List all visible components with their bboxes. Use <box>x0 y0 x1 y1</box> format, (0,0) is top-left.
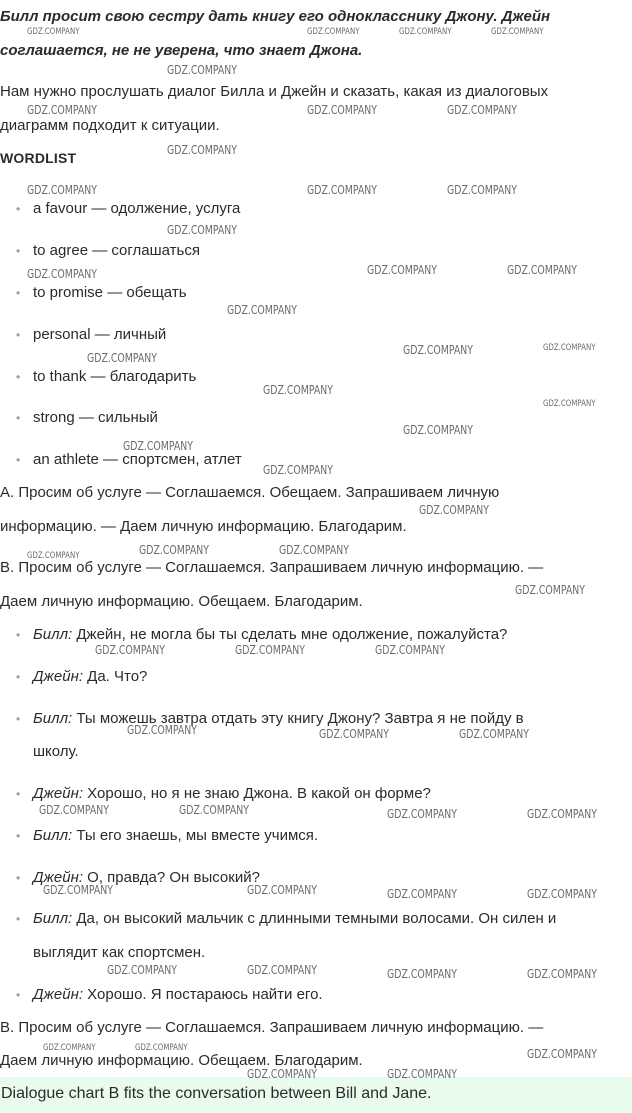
option-a-line-1: А. Просим об услуге — Соглашаемся. Обещаем. Запрашиваем личную <box>0 484 500 501</box>
dialogue-text: Джейн, не могла бы ты сделать мне одолжение, пожалуйста? <box>76 626 508 643</box>
dialogue-line <box>33 702 524 736</box>
watermark: GDZ.COMPANY <box>39 803 110 817</box>
watermark: GDZ.COMPANY <box>515 583 586 597</box>
dialogue-speaker: Джейн: <box>33 785 83 802</box>
watermark: GDZ.COMPANY <box>447 103 518 117</box>
option-b-line-1: В. Просим об услуге — Соглашаемся. Запрашиваем личную информацию. — <box>0 559 544 576</box>
watermark: GDZ.COMPANY <box>527 1047 598 1061</box>
watermark: GDZ.COMPANY <box>447 183 518 197</box>
watermark: GDZ.COMPANY <box>367 263 438 277</box>
watermark: GDZ.COMPANY <box>507 263 578 277</box>
watermark: GDZ.COMPANY <box>543 399 596 409</box>
task-line-2: диаграмм подходит к ситуации. <box>0 117 220 134</box>
dialogue-speaker: Джейн: <box>33 869 83 886</box>
watermark: GDZ.COMPANY <box>27 27 80 37</box>
watermark: GDZ.COMPANY <box>387 887 458 901</box>
watermark: GDZ.COMPANY <box>43 1043 96 1053</box>
watermark: GDZ.COMPANY <box>139 543 210 557</box>
watermark: GDZ.COMPANY <box>235 643 306 657</box>
watermark: GDZ.COMPANY <box>263 383 334 397</box>
watermark: GDZ.COMPANY <box>403 423 474 437</box>
watermark: GDZ.COMPANY <box>167 63 238 77</box>
watermark: GDZ.COMPANY <box>543 343 596 353</box>
watermark: GDZ.COMPANY <box>95 643 166 657</box>
wordlist-item: • to thank — благодарить <box>33 360 196 394</box>
wordlist-item: • to promise — обещать <box>33 276 187 310</box>
watermark: GDZ.COMPANY <box>167 223 238 237</box>
dialogue-speaker: Билл: <box>33 626 73 643</box>
task-line-1: Нам нужно прослушать диалог Билла и Джейн и сказать, какая из диалоговых <box>0 83 549 100</box>
watermark: GDZ.COMPANY <box>387 1067 458 1081</box>
watermark: GDZ.COMPANY <box>227 303 298 317</box>
watermark: GDZ.COMPANY <box>527 967 598 981</box>
intro-line-2: соглашается, не не уверена, что знает Джона. <box>0 42 363 59</box>
dialogue-speaker: Джейн: <box>33 668 83 685</box>
conclusion-line-2: Даем личную информацию. Обещаем. Благодарим. <box>0 1052 363 1069</box>
dialogue-text: Да, он высокий мальчик с длинными темными волосами. Он силен и <box>76 910 557 927</box>
conclusion-line-1: В. Просим об услуге — Соглашаемся. Запрашиваем личную информацию. — <box>0 1019 544 1036</box>
watermark: GDZ.COMPANY <box>179 803 250 817</box>
dialogue-speaker: Билл: <box>33 827 73 844</box>
watermark: GDZ.COMPANY <box>307 183 378 197</box>
watermark: GDZ.COMPANY <box>459 727 530 741</box>
dialogue-text: О, правда? Он высокий? <box>87 869 260 886</box>
dialogue-speaker: Билл: <box>33 910 73 927</box>
watermark: GDZ.COMPANY <box>491 27 544 37</box>
watermark: GDZ.COMPANY <box>527 887 598 901</box>
watermark: GDZ.COMPANY <box>247 883 318 897</box>
watermark: GDZ.COMPANY <box>527 807 598 821</box>
watermark: GDZ.COMPANY <box>27 183 98 197</box>
wordlist-item: • personal — личный <box>33 318 166 352</box>
watermark: GDZ.COMPANY <box>419 503 490 517</box>
wordlist-item: • a favour — одолжение, услуга <box>33 192 240 226</box>
watermark: GDZ.COMPANY <box>247 1067 318 1081</box>
option-a-line-2: информацию. — Даем личную информацию. Благодарим. <box>0 518 407 535</box>
wordlist-item: • strong — сильный <box>33 401 158 435</box>
dialogue-text: Да. Что? <box>87 668 148 685</box>
dialogue-speaker: Джейн: <box>33 986 83 1003</box>
watermark: GDZ.COMPANY <box>123 439 194 453</box>
watermark: GDZ.COMPANY <box>127 723 198 737</box>
answer-banner: Dialogue chart B fits the conversation between Bill and Jane. <box>0 1077 632 1113</box>
wordlist-item: • an athlete — спортсмен, атлет <box>33 443 242 477</box>
watermark: GDZ.COMPANY <box>43 883 114 897</box>
watermark: GDZ.COMPANY <box>403 343 474 357</box>
dialogue-text: Хорошо. Я постараюсь найти его. <box>87 986 323 1003</box>
option-b-line-2: Даем личную информацию. Обещаем. Благодарим. <box>0 593 363 610</box>
dialogue-line-continued: школу. <box>33 743 79 760</box>
watermark: GDZ.COMPANY <box>279 543 350 557</box>
intro-line-1: Билл просит свою сестру дать книгу его однокласснику Джону. Джейн <box>0 8 551 25</box>
watermark: GDZ.COMPANY <box>307 27 360 37</box>
dialogue-line <box>33 819 318 853</box>
dialogue-text: Ты его знаешь, мы вместе учимся. <box>76 827 319 844</box>
watermark: GDZ.COMPANY <box>319 727 390 741</box>
watermark: GDZ.COMPANY <box>307 103 378 117</box>
wordlist-heading: WORDLIST <box>0 150 77 166</box>
watermark: GDZ.COMPANY <box>135 1043 188 1053</box>
watermark: GDZ.COMPANY <box>387 807 458 821</box>
dialogue-speaker: Билл: <box>33 710 73 727</box>
dialogue-line-continued: выглядит как спортсмен. <box>33 944 206 961</box>
watermark: GDZ.COMPANY <box>247 963 318 977</box>
watermark: GDZ.COMPANY <box>387 967 458 981</box>
watermark: GDZ.COMPANY <box>375 643 446 657</box>
dialogue-line <box>33 978 323 1012</box>
dialogue-text: Хорошо, но я не знаю Джона. В какой он форме? <box>87 785 431 802</box>
dialogue-line <box>33 902 556 936</box>
watermark: GDZ.COMPANY <box>167 143 238 157</box>
watermark: GDZ.COMPANY <box>87 351 158 365</box>
dialogue-text: Ты можешь завтра отдать эту книгу Джону? Завтра я не пойду в <box>76 710 524 727</box>
watermark: GDZ.COMPANY <box>399 27 452 37</box>
watermark: GDZ.COMPANY <box>27 551 80 561</box>
watermark: GDZ.COMPANY <box>27 267 98 281</box>
watermark: GDZ.COMPANY <box>27 103 98 117</box>
dialogue-line <box>33 660 147 694</box>
wordlist-item: • to agree — соглашаться <box>33 234 200 268</box>
watermark: GDZ.COMPANY <box>107 963 178 977</box>
watermark: GDZ.COMPANY <box>263 463 334 477</box>
